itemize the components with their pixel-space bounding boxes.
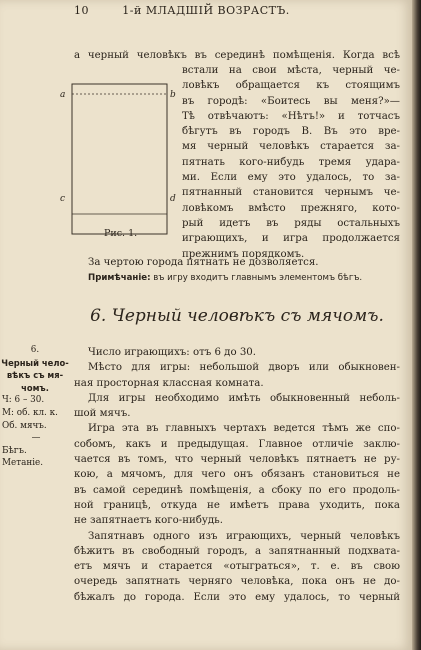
corner-label-b: b (170, 90, 176, 100)
margin-title-line: вѣкъ съ мя- (6, 370, 64, 381)
margin-details (0, 394, 70, 470)
note-text: въ игру входитъ главнымъ элементомъ бѣгъ. (153, 273, 363, 284)
margin-title (0, 357, 70, 395)
text-line: Игра эта въ главныхъ чертахъ ведется тѣмъ же спо- (88, 423, 400, 435)
text-line: шой мячъ. (74, 408, 131, 420)
text-line: кою, а мячомъ, для чего онъ обязанъ становиться не (74, 469, 400, 481)
corner-label-a: a (60, 90, 66, 100)
text-line: ми. Если ему это удалось, то за- (182, 172, 400, 184)
text-line: чается въ томъ, что черный человѣкъ пятнаетъ не ру- (74, 454, 400, 466)
text-line: въ самой серединѣ помѣщенія, а сбоку по его продоль- (74, 484, 400, 496)
margin-line: Бѣгъ. (2, 445, 27, 456)
text-line: Число играющихъ: отъ 6 до 30. (88, 347, 257, 358)
text-line: въ городѣ: «Боитесь вы меня?»— (182, 95, 400, 107)
page-edge (412, 0, 421, 650)
margin-line: — (31, 433, 41, 444)
text-line: За чертою города пятнать не дозволяется. (88, 257, 319, 268)
note-line (74, 271, 400, 286)
margin-line: М: об. кл. к. (2, 407, 58, 418)
text-line: ной границѣ, откуда не имѣетъ права уходить, пока (74, 499, 400, 511)
text-line: рый идетъ въ ряды остальныхъ (182, 217, 400, 229)
text-line: етъ мячъ и старается «отыграться», т. е. въ свою (74, 561, 400, 573)
section-body (74, 345, 400, 605)
note-label: Примѣчаніе: (88, 273, 151, 284)
text-line: прежнимъ порядкомъ. (182, 248, 305, 260)
text-line: Мѣсто для игры: небольшой дворъ или обыкновен- (88, 362, 400, 374)
corner-label-c: c (60, 194, 66, 204)
margin-line: Метаніе. (2, 458, 44, 469)
text-line: ловѣкъ обращается къ стоящимъ (182, 80, 400, 92)
text-line: не запятнаетъ кого-нибудь. (74, 515, 223, 527)
section-heading: 6. Черный человѣкъ съ мячомъ. (90, 306, 384, 326)
corner-label-d: d (170, 194, 176, 204)
margin-title-line: чомъ. (21, 382, 49, 393)
figure-caption: Рис. 1. (104, 228, 138, 239)
margin-notes (0, 344, 70, 470)
text-line: Тѣ отвѣчаютъ: «Нѣтъ!» и тотчасъ (182, 110, 400, 122)
text-line: бѣжитъ въ свободный городъ, а запятнанный подхвата- (74, 545, 400, 557)
margin-number: 6. (30, 345, 40, 355)
page-number: 10 (74, 4, 89, 17)
text-line: Запятнавъ одного изъ играющихъ, черный человѣкъ (88, 530, 400, 542)
text-line: пятнанный становится чернымъ че- (182, 187, 400, 199)
text-line: ловѣкомъ вмѣсто прежняго, кото- (182, 202, 400, 214)
text-line: Для игры необходимо имѣть обыкновенный неболь- (88, 392, 400, 404)
after-figure-text (74, 255, 400, 287)
right-column-text (182, 63, 400, 262)
text-line: бѣгутъ въ городъ В. Въ это вре- (182, 126, 400, 138)
margin-title-line: Черный чело- (1, 357, 69, 368)
text-line: играющихъ, и игра продолжается (182, 233, 400, 245)
margin-line: Об. мячъ. (2, 420, 47, 431)
text-line: пятнать кого-нибудь тремя удара- (182, 156, 400, 168)
running-title: 1-й МЛАДШІЙ ВОЗРАСТЪ. (122, 4, 290, 17)
paragraph-first-line (74, 48, 400, 63)
text-line: собомъ, какъ и предыдущая. Главное отличіе заклю- (74, 438, 400, 450)
text-line: мя черный человѣкъ старается за- (182, 141, 400, 153)
text-line: ная просторная классная комната. (74, 377, 264, 389)
text-line: бѣжалъ до города. Если это ему удалось, то черный (74, 591, 400, 603)
text-line: встали на свои мѣста, черный че- (182, 65, 400, 76)
text-line: а черный человѣкъ въ серединѣ помѣщенія. Когда всѣ (74, 50, 400, 61)
figure-diagram (60, 72, 178, 252)
field-rectangle (60, 72, 178, 252)
text-line: очередь запятнать черняго человѣка, пока онъ не до- (74, 576, 400, 588)
margin-line: Ч: 6 – 30. (2, 395, 45, 406)
